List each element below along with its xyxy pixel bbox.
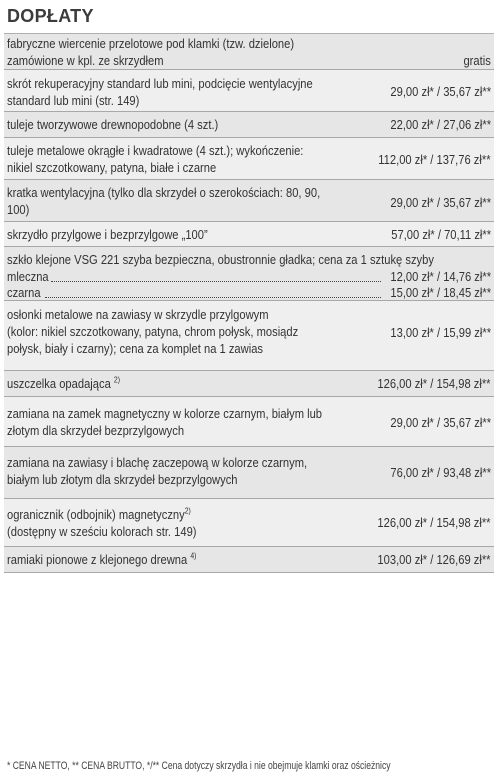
row-text: tuleje metalowe okrągłe i kwadratowe (4 szt.); wykończenie: bbox=[7, 143, 304, 158]
table-row bbox=[4, 138, 494, 180]
price-footnote: * CENA NETTO, ** CENA BRUTTO, */** Cena dotyczy skrzydła i nie obejmuje klamki oraz ościeżnicy bbox=[7, 760, 391, 772]
row-text: białym lub złotym dla skrzydeł bezprzylgowych bbox=[7, 472, 238, 487]
row-text: ogranicznik (odbojnik) magnetyczny$^{2)}$ bbox=[7, 506, 191, 522]
row-text: uszczelka opadająca bbox=[7, 376, 111, 391]
row-price: 29,00 zł* / 35,67 zł** bbox=[390, 195, 491, 210]
table-row bbox=[4, 371, 494, 397]
row-text: fabryczne wiercenie przelotowe pod klamki (tzw. dzielone) bbox=[7, 36, 295, 51]
sub-option-row bbox=[7, 284, 491, 301]
row-text: nikiel szczotkowany, patyna, białe i czarne bbox=[7, 160, 217, 175]
row-text: tuleje tworzywowe drewnopodobne (4 szt.) bbox=[7, 117, 219, 132]
table-row bbox=[4, 547, 494, 573]
row-text: ramiaki pionowe z klejonego drewna bbox=[7, 552, 188, 567]
row-text: osłonki metalowe na zawiasy w skrzydle przylgowym bbox=[7, 307, 269, 322]
row-price: 13,00 zł* / 15,99 zł** bbox=[390, 325, 491, 340]
table-row bbox=[4, 397, 494, 447]
row-text: skrzydło przylgowe i bezprzylgowe „100” bbox=[7, 227, 208, 242]
row-price: 29,00 zł* / 35,67 zł** bbox=[390, 84, 491, 99]
row-text: (kolor: nikiel szczotkowany, patyna, chrom połysk, mosiądz bbox=[7, 324, 299, 339]
sub-option-price: 12,00 zł* / 14,76 zł** bbox=[390, 269, 491, 284]
table-row bbox=[4, 222, 494, 247]
table-row bbox=[4, 70, 494, 112]
row-text: złotym dla skrzydeł bezprzylgowych bbox=[7, 423, 185, 438]
row-price: 22,00 zł* / 27,06 zł** bbox=[390, 117, 491, 132]
row-price: gratis bbox=[463, 53, 491, 68]
surcharge-table bbox=[4, 33, 494, 573]
table-row bbox=[4, 301, 494, 371]
sub-option-label: czarna bbox=[7, 285, 41, 300]
row-text: zamiana na zawiasy i blachę zaczepową w kolorze czarnym, bbox=[7, 455, 308, 470]
row-price: 57,00 zł* / 70,11 zł** bbox=[391, 227, 491, 242]
footnote-ref: 2) bbox=[113, 375, 121, 385]
footnote-ref: 2) bbox=[184, 506, 191, 516]
table-row bbox=[4, 180, 494, 222]
table-row bbox=[4, 112, 494, 138]
sub-option-price: 15,00 zł* / 18,45 zł** bbox=[390, 285, 491, 300]
sub-option-label: mleczna bbox=[7, 269, 49, 284]
row-price: 126,00 zł* / 154,98 zł** bbox=[377, 376, 491, 391]
row-price: 126,00 zł* / 154,98 zł** bbox=[377, 515, 491, 530]
table-row bbox=[4, 447, 494, 499]
row-text: połysk, biały i czarny); cena za komplet na 1 zawias bbox=[7, 341, 264, 356]
row-price: 29,00 zł* / 35,67 zł** bbox=[390, 415, 491, 430]
row-text: szkło klejone VSG 221 szyba bezpieczna, obustronnie gładka; cena za 1 sztukę szyby bbox=[7, 252, 434, 267]
section-title: DOPŁATY bbox=[7, 6, 94, 26]
table-row bbox=[4, 247, 494, 301]
dot-leader bbox=[51, 270, 381, 282]
row-text: kratka wentylacyjna (tylko dla skrzydeł o szerokościach: 80, 90, bbox=[7, 185, 321, 200]
row-text: (dostępny w sześciu kolorach str. 149) bbox=[7, 524, 197, 539]
row-text: skrót rekuperacyjny standard lub mini, podcięcie wentylacyjne bbox=[7, 76, 313, 91]
row-price: 103,00 zł* / 126,69 zł** bbox=[377, 552, 491, 567]
dot-leader bbox=[45, 286, 381, 298]
row-price: 112,00 zł* / 137,76 zł** bbox=[378, 152, 491, 167]
table-row bbox=[4, 499, 494, 547]
row-text: zamówione w kpl. ze skrzydłem bbox=[7, 53, 164, 68]
row-text: standard lub mini (str. 149) bbox=[7, 93, 140, 108]
footnote-ref: 4) bbox=[190, 551, 197, 561]
row-text: 100) bbox=[7, 202, 30, 217]
sub-option-row bbox=[7, 268, 491, 285]
table-row bbox=[4, 34, 494, 70]
row-text: zamiana na zamek magnetyczny w kolorze czarnym, białym lub bbox=[7, 406, 323, 421]
row-price: 76,00 zł* / 93,48 zł** bbox=[390, 465, 491, 480]
